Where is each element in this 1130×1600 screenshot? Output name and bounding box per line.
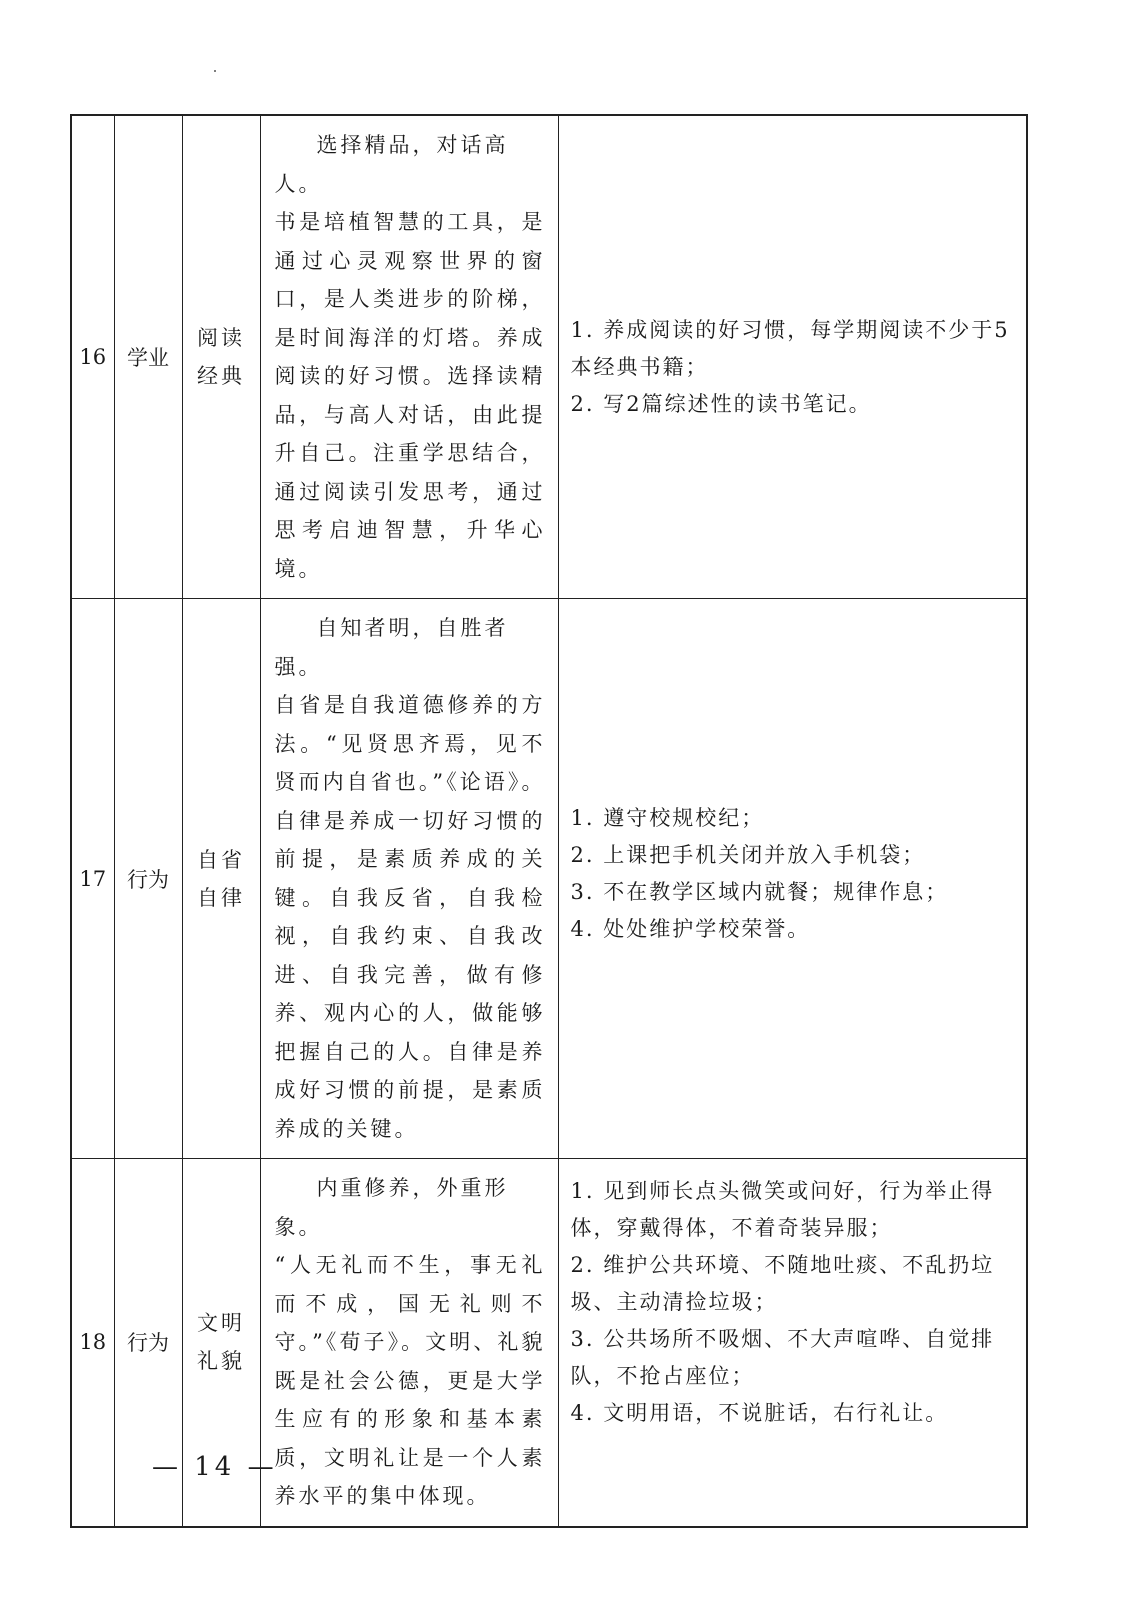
row-item-line: 自律 [197, 885, 245, 910]
row-category: 学业 [114, 115, 182, 599]
row-requirements [558, 599, 1027, 1159]
row-description [260, 115, 558, 599]
description-lead: 自知者明，自胜者强。 [274, 616, 509, 679]
row-description [260, 599, 558, 1159]
requirements-list [571, 312, 1015, 423]
row-item-line: 文明 [197, 1311, 245, 1336]
requirement-item: 1. 养成阅读的好习惯，每学期阅读不少于5本经典书籍； [570, 317, 1010, 379]
row-requirements [558, 1159, 1027, 1527]
description-lead: 内重修养，外重形象。 [274, 1176, 509, 1239]
row-requirements [558, 115, 1027, 599]
row-item [182, 599, 260, 1159]
row-item-line: 自省 [197, 847, 245, 872]
requirement-item: 2. 维护公共环境、不随地吐痰、不乱扔垃圾、主动清捡垃圾； [570, 1253, 995, 1314]
description-lead: 选择精品，对话高人。 [274, 133, 509, 196]
description-body: 书是培植智慧的工具，是通过心灵观察世界的窗口，是人类进步的阶梯，是时间海洋的灯塔。养成阅读的好习惯。选择读精品，与高人对话，由此提升自己。注重学思结合，通过阅读引发思考，通过思考启迪智慧，升华心境。 [274, 210, 546, 581]
requirements-list [571, 800, 1015, 948]
requirements-list [571, 1173, 1015, 1432]
row-item-line: 礼貌 [197, 1349, 245, 1374]
standards-table [70, 114, 1028, 1528]
scan-speck [214, 70, 216, 72]
row-item-line: 经典 [197, 364, 245, 388]
requirement-item: 4. 文明用语，不说脏话，右行礼让。 [570, 1401, 949, 1425]
description-body: “人无礼而不生，事无礼而不成，国无礼则不守。”《荀子》。文明、礼貌既是社会公德，更是大学生应有的形象和基本素质，文明礼让是一个人素养水平的集中体现。 [274, 1253, 546, 1508]
row-item [182, 115, 260, 599]
table-row [71, 115, 1027, 599]
requirement-item: 1. 遵守校规校纪； [570, 805, 765, 830]
requirement-item: 3. 公共场所不吸烟、不大声喧哗、自觉排队，不抢占座位； [570, 1327, 995, 1388]
row-number: 18 [71, 1159, 114, 1527]
requirement-item: 1. 见到师长点头微笑或问好，行为举止得体，穿戴得体，不着奇装异服； [570, 1179, 995, 1240]
requirement-item: 2. 写2篇综述性的读书笔记。 [570, 391, 872, 416]
page-number: — 14 — [152, 1452, 278, 1482]
description-body: 自省是自我道德修养的方法。“见贤思齐焉，见不贤而内自省也。”《论语》。自律是养成一切好习惯的前提，是素质养成的关键。自我反省，自我检视，自我约束、自我改进、自我完善，做有修养、观内心的人，做能够把握自己的人。自律是养成好习惯的前提，是素质养成的关键。 [274, 693, 546, 1141]
row-category: 行为 [114, 599, 182, 1159]
row-description [260, 1159, 558, 1527]
table-row [71, 599, 1027, 1159]
row-category: 行为 [114, 1159, 182, 1527]
requirement-item: 3. 不在教学区域内就餐；规律作息； [570, 879, 949, 904]
row-number: 17 [71, 599, 114, 1159]
row-number: 16 [71, 115, 114, 599]
requirement-item: 2. 上课把手机关闭并放入手机袋； [570, 842, 926, 867]
requirement-item: 4. 处处维护学校荣誉。 [570, 916, 811, 941]
row-item-line: 阅读 [197, 326, 245, 350]
